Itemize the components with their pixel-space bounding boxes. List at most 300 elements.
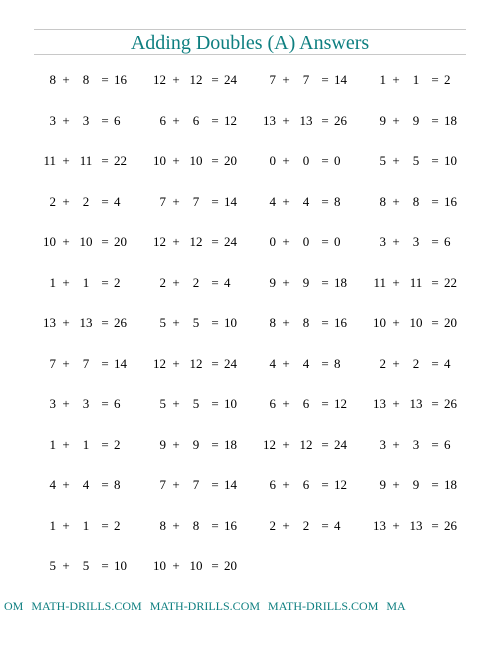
problem	[30, 192, 140, 212]
answer: 20	[224, 558, 237, 573]
addend-b: 10	[79, 234, 93, 249]
problem	[140, 475, 250, 495]
equals-sign: =	[321, 396, 329, 411]
equals-sign: =	[101, 112, 109, 128]
addend-b: 6	[302, 396, 310, 411]
addend-a: 0	[269, 153, 276, 168]
addend-b: 1	[82, 274, 90, 290]
plus-sign: +	[282, 517, 290, 533]
equals-sign: =	[101, 153, 109, 168]
footer-text: MATH-DRILLS.COM	[149, 599, 261, 613]
addend-b: 7	[302, 72, 310, 87]
equals-sign: =	[321, 355, 329, 371]
addend-b: 5	[192, 396, 200, 411]
addend-a: 5	[159, 396, 166, 411]
equals-sign: =	[101, 517, 109, 533]
equals-sign: =	[211, 193, 219, 209]
plus-sign: +	[282, 193, 290, 209]
addend-a: 3	[49, 112, 56, 128]
problem-row	[30, 475, 470, 516]
addend-a: 5	[379, 153, 386, 168]
problem	[30, 435, 140, 455]
addend-a: 3	[379, 234, 386, 249]
addend-a: 1	[49, 517, 56, 533]
equals-sign: =	[321, 193, 329, 209]
equals-sign: =	[321, 153, 329, 168]
addend-b: 10	[189, 558, 203, 573]
answer: 0	[334, 234, 341, 249]
plus-sign: +	[172, 193, 180, 209]
equals-sign: =	[211, 477, 219, 492]
answer: 10	[224, 315, 237, 330]
addend-a: 5	[49, 558, 56, 573]
footer-text: MA	[386, 599, 406, 613]
addend-a: 13	[43, 315, 56, 330]
addend-b: 8	[412, 193, 420, 209]
equals-sign: =	[101, 477, 109, 492]
addend-b: 13	[79, 315, 93, 330]
problem	[360, 313, 470, 333]
answer: 14	[224, 193, 237, 209]
problem	[30, 151, 140, 171]
equals-sign: =	[431, 234, 439, 249]
problem	[250, 273, 360, 293]
addend-a: 9	[379, 477, 386, 492]
answer: 16	[224, 517, 237, 533]
equals-sign: =	[211, 274, 219, 290]
addend-b: 12	[299, 436, 313, 452]
equals-sign: =	[211, 436, 219, 452]
addend-b: 1	[82, 517, 90, 533]
plus-sign: +	[62, 355, 70, 371]
plus-sign: +	[282, 72, 290, 87]
addend-b: 5	[82, 558, 90, 573]
equals-sign: =	[321, 234, 329, 249]
addend-a: 8	[49, 72, 56, 87]
footer-watermark	[4, 598, 466, 614]
answer: 10	[224, 396, 237, 411]
addend-a: 13	[373, 517, 386, 533]
addend-b: 7	[192, 477, 200, 492]
problem	[30, 556, 140, 576]
plus-sign: +	[392, 517, 400, 533]
equals-sign: =	[431, 355, 439, 371]
addend-b: 8	[302, 315, 310, 330]
addend-b: 9	[192, 436, 200, 452]
plus-sign: +	[392, 355, 400, 371]
equals-sign: =	[321, 315, 329, 330]
addend-a: 11	[43, 153, 56, 168]
addend-a: 10	[153, 558, 166, 573]
footer-text: MATH-DRILLS.COM	[31, 599, 142, 613]
addend-a: 1	[379, 72, 386, 87]
addend-a: 4	[269, 355, 276, 371]
addend-a: 12	[263, 436, 276, 452]
addend-a: 10	[373, 315, 386, 330]
addend-a: 13	[263, 112, 276, 128]
addend-b: 9	[412, 112, 420, 128]
problem	[360, 354, 470, 374]
addend-b: 3	[412, 436, 420, 452]
answer: 16	[334, 315, 347, 330]
problem	[250, 394, 360, 414]
problem	[250, 475, 360, 495]
equals-sign: =	[431, 436, 439, 452]
problem-row	[30, 394, 470, 435]
problem	[360, 151, 470, 171]
addend-a: 13	[373, 396, 386, 411]
addend-b: 5	[412, 153, 420, 168]
equals-sign: =	[101, 234, 109, 249]
equals-sign: =	[101, 355, 109, 371]
plus-sign: +	[62, 274, 70, 290]
answer: 26	[334, 112, 347, 128]
problem	[250, 70, 360, 90]
problem	[250, 313, 360, 333]
plus-sign: +	[62, 396, 70, 411]
plus-sign: +	[392, 315, 400, 330]
addend-a: 2	[269, 517, 276, 533]
problem-row	[30, 70, 470, 111]
problem	[30, 516, 140, 536]
addend-b: 4	[302, 193, 310, 209]
answer: 14	[334, 72, 347, 87]
equals-sign: =	[211, 153, 219, 168]
problem	[250, 516, 360, 536]
equals-sign: =	[431, 477, 439, 492]
equals-sign: =	[211, 112, 219, 128]
plus-sign: +	[62, 517, 70, 533]
equals-sign: =	[101, 396, 109, 411]
answer: 18	[334, 274, 347, 290]
problem	[140, 354, 250, 374]
equals-sign: =	[321, 72, 329, 87]
addend-b: 1	[412, 72, 420, 87]
plus-sign: +	[172, 234, 180, 249]
addend-b: 7	[192, 193, 200, 209]
title-top-rule	[34, 29, 466, 30]
problem	[360, 192, 470, 212]
problem-row	[30, 516, 470, 557]
addend-b: 13	[299, 112, 313, 128]
plus-sign: +	[172, 436, 180, 452]
answer: 20	[224, 153, 237, 168]
plus-sign: +	[172, 355, 180, 371]
addend-a: 12	[153, 355, 166, 371]
plus-sign: +	[172, 517, 180, 533]
equals-sign: =	[431, 153, 439, 168]
answer: 4	[444, 355, 451, 371]
plus-sign: +	[282, 315, 290, 330]
answer: 6	[114, 112, 121, 128]
plus-sign: +	[62, 436, 70, 452]
answer: 2	[114, 436, 121, 452]
problem	[360, 516, 470, 536]
equals-sign: =	[321, 517, 329, 533]
problem	[140, 111, 250, 131]
answer: 12	[224, 112, 237, 128]
equals-sign: =	[101, 193, 109, 209]
equals-sign: =	[321, 274, 329, 290]
addend-a: 7	[269, 72, 276, 87]
problem	[250, 111, 360, 131]
title-bottom-rule	[34, 54, 466, 55]
addend-b: 8	[82, 72, 90, 87]
problem-grid	[30, 70, 470, 597]
addend-a: 6	[269, 477, 276, 492]
addend-b: 10	[189, 153, 203, 168]
answer: 10	[114, 558, 127, 573]
addend-a: 3	[49, 396, 56, 411]
addend-b: 10	[409, 315, 423, 330]
plus-sign: +	[282, 112, 290, 128]
plus-sign: +	[392, 153, 400, 168]
problem	[360, 435, 470, 455]
answer: 20	[114, 234, 127, 249]
answer: 8	[334, 193, 341, 209]
answer: 2	[114, 517, 121, 533]
addend-a: 9	[379, 112, 386, 128]
addend-a: 10	[153, 153, 166, 168]
equals-sign: =	[431, 112, 439, 128]
problem	[360, 475, 470, 495]
problem-row	[30, 111, 470, 152]
plus-sign: +	[172, 112, 180, 128]
plus-sign: +	[172, 72, 180, 87]
problem	[250, 354, 360, 374]
equals-sign: =	[431, 315, 439, 330]
equals-sign: =	[101, 558, 109, 573]
problem	[360, 111, 470, 131]
addend-a: 2	[159, 274, 166, 290]
plus-sign: +	[62, 477, 70, 492]
equals-sign: =	[211, 355, 219, 371]
answer: 22	[114, 153, 127, 168]
addend-b: 11	[409, 274, 423, 290]
addend-b: 12	[189, 355, 203, 371]
equals-sign: =	[211, 315, 219, 330]
problem-row	[30, 192, 470, 233]
problem-row	[30, 435, 470, 476]
addend-b: 6	[192, 112, 200, 128]
problem	[140, 232, 250, 252]
addend-b: 3	[82, 112, 90, 128]
problem	[140, 394, 250, 414]
problem	[30, 111, 140, 131]
answer: 24	[334, 436, 347, 452]
plus-sign: +	[282, 477, 290, 492]
addend-a: 8	[159, 517, 166, 533]
addend-a: 7	[159, 193, 166, 209]
problem-row	[30, 273, 470, 314]
addend-b: 2	[412, 355, 420, 371]
problem-row	[30, 556, 470, 597]
answer: 12	[334, 396, 347, 411]
plus-sign: +	[62, 193, 70, 209]
plus-sign: +	[392, 436, 400, 452]
problem	[250, 151, 360, 171]
answer: 20	[444, 315, 457, 330]
plus-sign: +	[392, 234, 400, 249]
equals-sign: =	[431, 517, 439, 533]
answer: 18	[444, 112, 457, 128]
plus-sign: +	[62, 72, 70, 87]
addend-a: 1	[49, 436, 56, 452]
answer: 6	[444, 436, 451, 452]
equals-sign: =	[431, 72, 439, 87]
problem-row	[30, 151, 470, 192]
equals-sign: =	[431, 396, 439, 411]
answer: 4	[114, 193, 121, 209]
addend-a: 9	[269, 274, 276, 290]
addend-a: 0	[269, 234, 276, 249]
answer: 16	[114, 72, 127, 87]
equals-sign: =	[431, 193, 439, 209]
plus-sign: +	[392, 193, 400, 209]
addend-b: 0	[302, 234, 310, 249]
footer-text: MATH-DRILLS.COM	[268, 599, 379, 613]
page-title: Adding Doubles (A) Answers	[130, 32, 370, 54]
problem	[140, 70, 250, 90]
addend-b: 8	[192, 517, 200, 533]
answer: 18	[224, 436, 237, 452]
problem	[140, 192, 250, 212]
plus-sign: +	[282, 396, 290, 411]
addend-b: 9	[412, 477, 420, 492]
addend-a: 9	[159, 436, 166, 452]
equals-sign: =	[211, 396, 219, 411]
problem	[140, 313, 250, 333]
addend-b: 13	[409, 517, 423, 533]
plus-sign: +	[62, 234, 70, 249]
plus-sign: +	[172, 558, 180, 573]
addend-b: 4	[82, 477, 90, 492]
problem	[140, 273, 250, 293]
answer: 0	[334, 153, 341, 168]
addend-a: 7	[49, 355, 56, 371]
addend-b: 3	[82, 396, 90, 411]
problem	[30, 354, 140, 374]
answer: 12	[334, 477, 347, 492]
addend-a: 11	[373, 274, 386, 290]
problem-row	[30, 313, 470, 354]
answer: 2	[114, 274, 121, 290]
problem	[30, 475, 140, 495]
equals-sign: =	[431, 274, 439, 290]
addend-b: 12	[189, 72, 203, 87]
plus-sign: +	[172, 477, 180, 492]
plus-sign: +	[282, 436, 290, 452]
addend-a: 5	[159, 315, 166, 330]
plus-sign: +	[62, 315, 70, 330]
addend-a: 2	[379, 355, 386, 371]
addend-b: 2	[82, 193, 90, 209]
plus-sign: +	[392, 396, 400, 411]
problem	[360, 70, 470, 90]
addend-a: 12	[153, 72, 166, 87]
problem	[360, 232, 470, 252]
answer: 16	[444, 193, 457, 209]
problem-row	[30, 354, 470, 395]
addend-b: 13	[409, 396, 423, 411]
problem	[360, 394, 470, 414]
addend-a: 4	[49, 477, 56, 492]
equals-sign: =	[321, 436, 329, 452]
addend-a: 4	[269, 193, 276, 209]
answer: 6	[444, 234, 451, 249]
problem	[30, 313, 140, 333]
answer: 8	[334, 355, 341, 371]
equals-sign: =	[101, 72, 109, 87]
problem	[140, 516, 250, 536]
plus-sign: +	[172, 315, 180, 330]
addend-a: 6	[269, 396, 276, 411]
answer: 6	[114, 396, 121, 411]
plus-sign: +	[62, 153, 70, 168]
answer: 22	[444, 274, 457, 290]
answer: 8	[114, 477, 121, 492]
problem	[30, 273, 140, 293]
footer-strip	[4, 598, 414, 614]
problem	[30, 232, 140, 252]
answer: 4	[224, 274, 231, 290]
plus-sign: +	[282, 153, 290, 168]
addend-b: 2	[302, 517, 310, 533]
plus-sign: +	[282, 274, 290, 290]
plus-sign: +	[282, 234, 290, 249]
problem	[30, 394, 140, 414]
plus-sign: +	[392, 112, 400, 128]
addend-a: 1	[49, 274, 56, 290]
addend-b: 4	[302, 355, 310, 371]
addend-b: 5	[192, 315, 200, 330]
answer: 14	[224, 477, 237, 492]
equals-sign: =	[211, 72, 219, 87]
answer: 2	[444, 72, 451, 87]
plus-sign: +	[392, 274, 400, 290]
answer: 26	[114, 315, 127, 330]
plus-sign: +	[392, 477, 400, 492]
answer: 24	[224, 72, 237, 87]
equals-sign: =	[211, 558, 219, 573]
addend-a: 3	[379, 436, 386, 452]
answer: 14	[114, 355, 127, 371]
addend-a: 2	[49, 193, 56, 209]
equals-sign: =	[211, 517, 219, 533]
addend-b: 3	[412, 234, 420, 249]
problem	[140, 151, 250, 171]
addend-b: 6	[302, 477, 310, 492]
equals-sign: =	[321, 112, 329, 128]
plus-sign: +	[282, 355, 290, 371]
problem-row	[30, 232, 470, 273]
addend-b: 11	[79, 153, 93, 168]
addend-b: 1	[82, 436, 90, 452]
problem	[250, 192, 360, 212]
problem	[250, 435, 360, 455]
problem	[140, 435, 250, 455]
answer: 26	[444, 517, 457, 533]
equals-sign: =	[101, 436, 109, 452]
addend-a: 8	[269, 315, 276, 330]
addend-b: 2	[192, 274, 200, 290]
plus-sign: +	[172, 396, 180, 411]
problem	[140, 556, 250, 576]
answer: 4	[334, 517, 341, 533]
plus-sign: +	[392, 72, 400, 87]
equals-sign: =	[101, 274, 109, 290]
problem	[30, 70, 140, 90]
